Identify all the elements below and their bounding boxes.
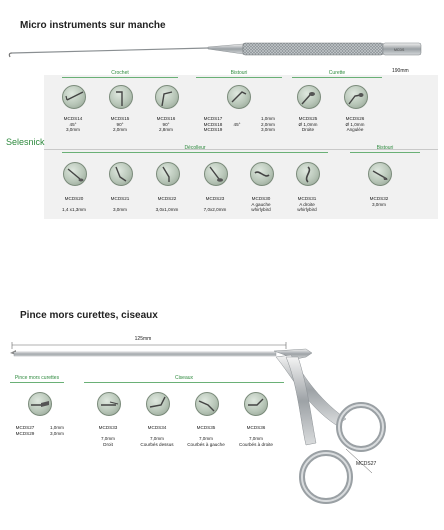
item-angle: 90° — [162, 121, 170, 127]
item-shape: Droite — [301, 127, 315, 133]
item-shape: Courbés à droite — [239, 441, 273, 447]
item-size: 3,0mm — [260, 127, 276, 133]
instrument-detail-image — [297, 85, 321, 109]
item-code: MCDS16 — [156, 116, 176, 121]
instrument-detail-image — [244, 392, 268, 416]
section1-title: Micro instruments sur manche — [20, 20, 166, 31]
category-line — [62, 152, 328, 153]
item-type: whirlybird — [297, 207, 317, 213]
item-code: MCDS23 — [205, 196, 225, 201]
item-mcds33 — [92, 425, 124, 447]
item-mcds21 — [105, 196, 135, 213]
item-mcds26 — [340, 116, 370, 133]
category-decolleur: Décolleur — [184, 145, 206, 151]
item-size: 7,0x2,0mm — [203, 207, 227, 213]
item-mcds25 — [293, 116, 323, 133]
item-size: 1,4 x1,3mm — [62, 207, 86, 213]
item-size: 7,0mm — [248, 436, 264, 442]
instrument-detail-image — [63, 162, 87, 186]
item-size: 3,0x1,0mm — [155, 207, 179, 213]
item-mcds17-19 — [198, 116, 228, 133]
category-line — [62, 77, 178, 78]
category-ciseaux: Ciseaux — [174, 375, 194, 381]
item-shape: Angulée — [346, 127, 364, 133]
item-size: 3,0mm — [371, 201, 387, 207]
instrument-detail-image — [227, 85, 251, 109]
instrument-detail-image — [97, 392, 121, 416]
section2-title: Pince mors curettes, ciseaux — [20, 310, 158, 321]
instrument-detail-image — [195, 392, 219, 416]
item-code: MCDS27 — [15, 425, 35, 430]
category-crochet: Crochet — [111, 70, 129, 76]
instrument-detail-image — [368, 162, 392, 186]
item-mcds15 — [105, 116, 135, 133]
handle-code-label: MCDS — [394, 48, 405, 52]
bistouri-sizes — [256, 116, 280, 133]
item-mcds30 — [246, 196, 276, 213]
item-mcds31 — [292, 196, 322, 213]
item-code: MCDS22 — [157, 196, 177, 201]
category-line — [196, 77, 282, 78]
item-code: MCDS17 — [203, 116, 223, 121]
item-code: MCDS34 — [147, 425, 167, 430]
item-type: whirlybird — [251, 207, 271, 213]
item-side: A gauche — [251, 201, 271, 207]
item-size: 3,0mm — [65, 127, 81, 133]
instrument-detail-image — [250, 162, 274, 186]
item-angle: 45° — [69, 121, 77, 127]
instrument-detail-image — [109, 85, 133, 109]
item-mcds36 — [234, 425, 278, 447]
item-size: 7,0mm — [100, 436, 116, 442]
category-line — [84, 382, 284, 383]
item-mcds23 — [198, 196, 232, 213]
category-pince-mors-curettes: Pince mors curettes — [14, 375, 60, 381]
instrument-detail-image — [204, 162, 228, 186]
item-code: MCDS26 — [345, 116, 365, 121]
category-bistouri-2: Bistouri — [376, 145, 394, 151]
item-code: MCDS20 — [64, 196, 84, 201]
item-size: 2,8mm — [158, 127, 174, 133]
item-mcds34 — [138, 425, 176, 447]
instrument-detail-image — [155, 85, 179, 109]
item-mcds27-29 — [10, 425, 40, 436]
item-mcds22 — [150, 196, 184, 213]
instrument-detail-image — [344, 85, 368, 109]
item-code: MCDS30 — [251, 196, 271, 201]
instrument-detail-image — [28, 392, 52, 416]
item-size: 7,0mm — [198, 436, 214, 442]
item-code: MCDS36 — [246, 425, 266, 430]
item-code: MCDS33 — [98, 425, 118, 430]
category-bistouri: Bistouri — [230, 70, 248, 76]
instrument-detail-image — [156, 162, 180, 186]
instrument-detail-image — [146, 392, 170, 416]
selesnick-label: Selesnick — [6, 137, 45, 147]
category-curette: Curette — [328, 70, 346, 76]
item-side: A droite — [299, 201, 315, 207]
item-size: 1,0mm — [260, 116, 276, 121]
item-size: 7,0mm — [149, 436, 165, 442]
item-code: MCDS29 — [15, 430, 35, 436]
length-label: 125mm — [134, 336, 152, 342]
bistouri-angle: 45° — [233, 121, 241, 127]
item-code: MCDS35 — [196, 425, 216, 430]
item-shape: Courbés dessus — [140, 441, 174, 447]
item-code: MCDS19 — [203, 127, 223, 133]
item-code: MCDS31 — [297, 196, 317, 201]
pointer-code-label: MCDS27 — [356, 461, 377, 467]
item-code: MCDS25 — [298, 116, 318, 121]
item-sizes — [46, 425, 68, 436]
item-size: 1,0mm — [49, 425, 65, 430]
item-mcds14 — [58, 116, 88, 133]
item-code: MCDS32 — [369, 196, 389, 201]
item-shape: Droit — [103, 441, 113, 447]
item-mcds20 — [56, 196, 92, 213]
item-diameter: Ø 1,0mm — [345, 121, 365, 127]
instrument-detail-image — [62, 85, 86, 109]
item-mcds32 — [364, 196, 394, 207]
handle-length-label: 190mm — [392, 68, 409, 74]
category-line — [350, 152, 420, 153]
item-code: MCDS15 — [110, 116, 130, 121]
item-angle: 90° — [116, 121, 124, 127]
category-line — [292, 77, 382, 78]
category-line — [10, 382, 64, 383]
item-size: 2,0mm — [260, 121, 276, 127]
item-mcds35 — [184, 425, 228, 447]
item-size: 3,0mm — [49, 430, 65, 436]
instrument-detail-image — [109, 162, 133, 186]
item-mcds16 — [151, 116, 181, 133]
item-size: 2,0mm — [112, 127, 128, 133]
item-shape: Courbés à gauche — [187, 441, 225, 447]
item-diameter: Ø 1,0mm — [298, 121, 318, 127]
item-code: MCDS21 — [110, 196, 130, 201]
item-code: MCDS14 — [63, 116, 83, 121]
instrument-detail-image — [296, 162, 320, 186]
micro-instrument-image — [8, 36, 428, 66]
item-code: MCDS18 — [203, 121, 223, 127]
item-size: 3,0mm — [112, 207, 128, 213]
